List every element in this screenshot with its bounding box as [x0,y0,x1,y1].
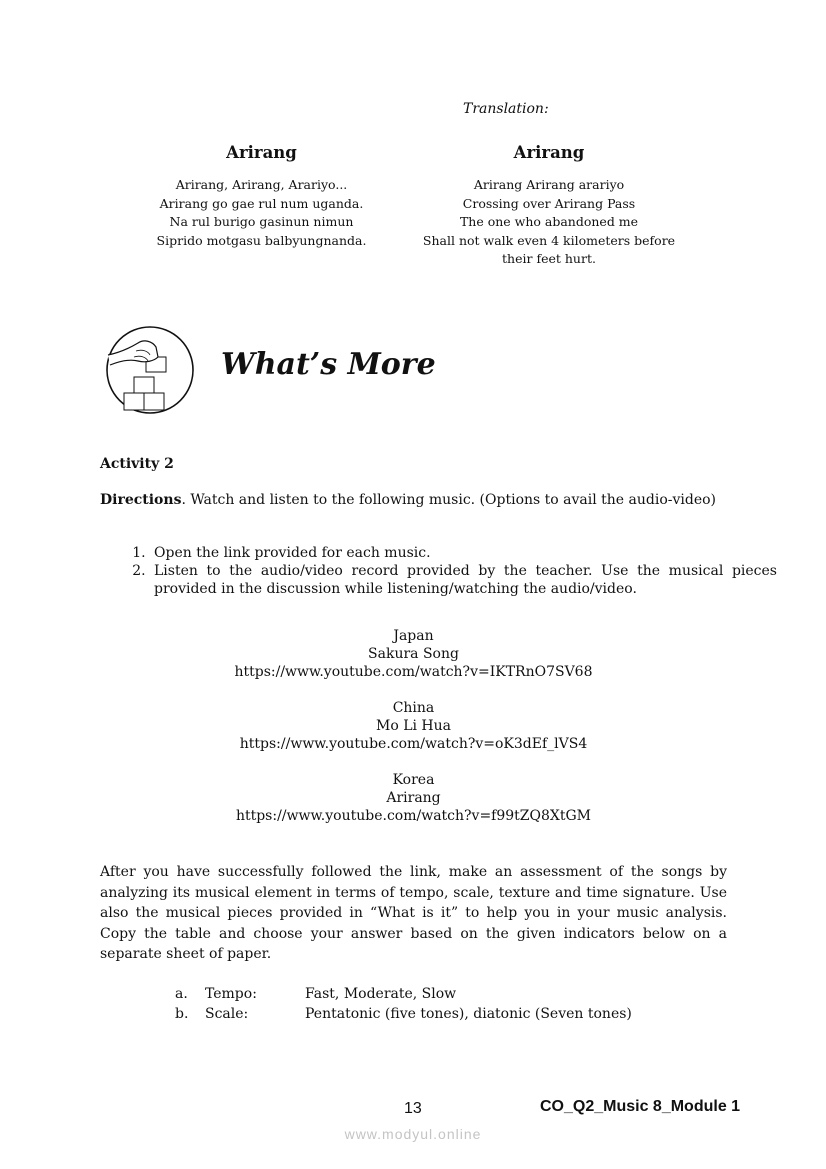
lyric-line: Arirang, Arirang, Arariyo... [175,177,348,192]
step-item: 1. Open the link provided for each music. [150,544,777,562]
song-link[interactable]: https://www.youtube.com/watch?v=IKTRnO7SV68 [234,664,593,680]
instructions-paragraph: After you have successfully followed the link, make an assessment of the songs by analyzing its musical element in terms of tempo, scale, texture and time signature. Use also the musical pieces provided in “What is it” to help you in your music analysis. Copy the table and choose your answer based on the given indicators below on a separate sheet of paper. [100,864,727,962]
song-links [100,627,727,825]
original-lyrics [130,143,393,250]
lyric-line: The one who abandoned me [459,214,639,229]
section-title: What’s More [221,347,436,382]
song-title: Mo Li Hua [375,718,451,734]
indicator-value: Fast, Moderate, Slow [305,986,457,1002]
song-entry [100,771,727,825]
translated-lyrics [405,143,693,269]
song-entry [100,627,727,681]
indicator-value: Pentatonic (five tones), diatonic (Seven tones) [305,1006,632,1022]
song-country: Korea [392,772,435,788]
module-code: CO_Q2_Music 8_Module 1 [540,1098,741,1115]
song-link[interactable]: https://www.youtube.com/watch?v=oK3dEf_lVS4 [239,736,588,752]
lyric-line: their feet hurt. [502,251,596,266]
indicator-key: b. [175,1006,189,1022]
indicator-label: Tempo: [205,986,257,1002]
indicator-label: Scale: [205,1006,249,1022]
step-item: 2. Listen to the audio/video record provided by the teacher. Use the musical pieces provided in the discussion while listening/watching the audio/video. [150,562,777,598]
indicators-list [175,984,632,1024]
lyric-line: Shall not walk even 4 kilometers before [422,232,676,248]
song-title: Arirang [386,790,441,806]
song-country: China [392,700,435,716]
directions-label: Directions [100,492,182,508]
song-title: Arirang [513,143,585,162]
directions [100,491,727,509]
indicator-item [175,1004,632,1024]
lyric-line: Na rul burigo gasinun nimun [169,214,354,229]
lyric-line: Siprido motgasu balbyungnanda. [156,232,367,248]
translation-label: Translation: [463,101,549,117]
lyric-line: Crossing over Arirang Pass [462,195,636,211]
lyric-line: Arirang go gae rul num uganda. [159,195,364,211]
hand-stacking-blocks-icon [104,325,196,415]
song-country: Japan [393,628,434,644]
song-entry [100,699,727,753]
directions-text: . Watch and listen to the following music. (Options to avail the audio-video) [181,492,717,508]
activity-title: Activity 2 [100,456,174,472]
song-title: Arirang [226,143,297,162]
song-link[interactable]: https://www.youtube.com/watch?v=f99tZQ8XtGM [235,808,592,824]
steps-list [100,544,777,598]
watermark: www.modyul.online [344,1126,482,1142]
indicator-key: a. [175,986,188,1002]
lyric-line: Arirang Arirang arariyo [473,177,625,192]
indicator-item [175,984,632,1004]
song-title: Sakura Song [368,646,459,662]
page-number: 13 [404,1100,422,1117]
